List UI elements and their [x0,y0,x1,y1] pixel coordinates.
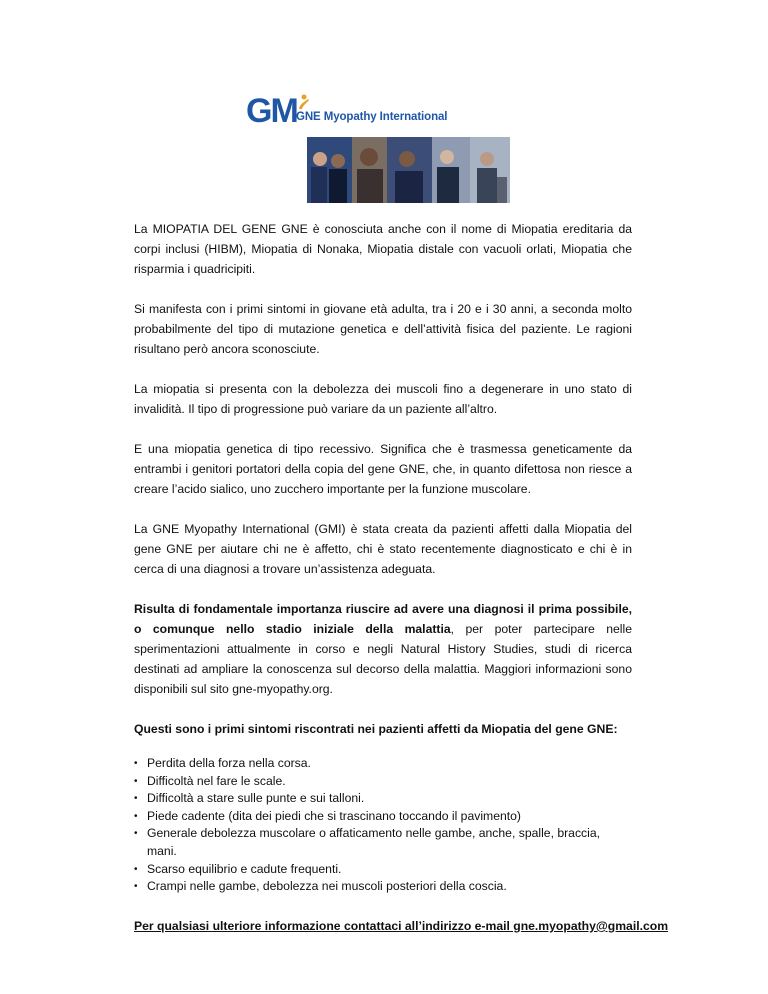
paragraph-diagnosis [134,599,632,699]
diagnosis-emphasis: Risulta di fondamentale importanza riuscire ad avere una diagnosi il prima possibile, o comunque nello stadio iniziale della malattia [134,602,632,636]
contact-line: Per qualsiasi ulteriore informazione contattaci all’indirizzo e-mail gne.myopathy@gmail.com [134,918,669,933]
paragraph-progression: La miopatia si presenta con la debolezza dei muscoli fino a degenerare in uno stato di invalidità. Il tipo di progressione può variare da un paziente all’altro. [134,382,632,416]
list-item: • Difficoltà nel fare le scale. [134,773,632,791]
paragraph-genetics: E una miopatia genetica di tipo recessivo. Significa che è trasmessa geneticamente da entrambi i genitori portatori della copia del gene GNE, che, in quanto difettosa non riesce a creare l’acido sialico, uno zucchero importante per la funzione muscolare. [134,442,632,496]
list-item: • Scarso equilibrio e cadute frequenti. [134,861,632,879]
symptoms-list [134,755,632,896]
photo-collage-icon [307,137,510,203]
list-item: • Perdita della forza nella corsa. [134,755,632,773]
paragraph-intro: La MIOPATIA DEL GENE GNE è conosciuta anche con il nome di Miopatia ereditaria da corpi inclusi (HIBM), Miopatia di Nonaka, Miopatia distale con vacuoli orlati, Miopatia che risparmia i quadricipiti. [134,222,632,276]
photo-collage [307,137,510,203]
symptoms-heading: Questi sono i primi sintomi riscontrati nei pazienti affetti da Miopatia del gene GNE: [134,722,618,736]
logo-letters: GM [246,92,297,130]
document-body [134,219,669,956]
list-item: • Generale debolezza muscolare o affaticamento nelle gambe, anche, spalle, braccia, mani. [134,825,632,860]
logo-text: GNE Myopathy International [296,111,448,123]
list-item: • Crampi nelle gambe, debolezza nei muscoli posteriori della coscia. [134,878,632,896]
paragraph-gmi: La GNE Myopathy International (GMI) è stata creata da pazienti affetti dalla Miopatia del gene GNE per aiutare chi ne è affetto, chi è stato recentemente diagnosticato e chi è in cerca di una diagnosi a trovare un’assistenza adeguata. [134,522,632,576]
paragraph-onset: Si manifesta con i primi sintomi in giovane età adulta, tra i 20 e i 30 anni, a seconda molto probabilmente del tipo di mutazione genetica e dell’attività fisica del paziente. Le ragioni risultano però ancora sconosciute. [134,302,632,356]
diagnosis-rest: , per poter partecipare nelle sperimentazioni attualmente in corso e negli Natural History Studies, studi di ricerca destinati ad ampliare la conoscenza sul decorso della malattia. Maggiori informazioni sono disponibili sul sito gne-myopathy.org. [134,622,632,696]
gmi-logo [246,94,446,128]
logo-figure-icon [296,94,310,110]
list-item: • Difficoltà a stare sulle punte e sui talloni. [134,790,632,808]
list-item: • Piede cadente (dita dei piedi che si trascinano toccando il pavimento) [134,808,632,826]
